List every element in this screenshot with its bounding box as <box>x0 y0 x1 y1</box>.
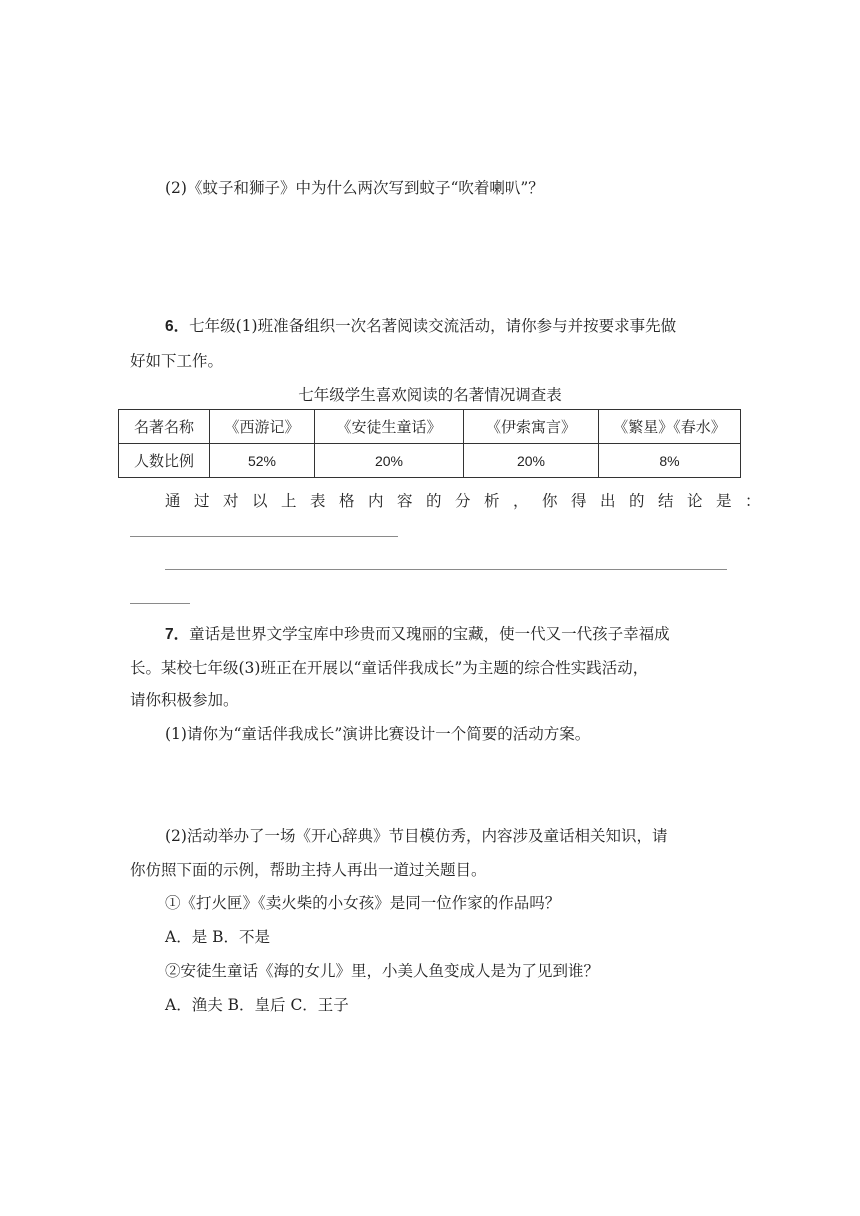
answer-line <box>165 569 727 570</box>
example2-options: A．渔夫 B．皇后 C．王子 <box>165 996 349 1014</box>
table-row <box>119 410 741 444</box>
q7-line1 <box>165 622 670 644</box>
answer-line <box>130 603 190 604</box>
q6-number: 6． <box>165 318 190 335</box>
row-header-book-name: 名著名称 <box>119 410 210 444</box>
row-header-ratio: 人数比例 <box>119 444 210 478</box>
survey-table <box>118 409 741 478</box>
ratio-cell: 20% <box>464 444 599 478</box>
q7-number: 7． <box>165 626 190 643</box>
q7-line3: 请你积极参加。 <box>130 691 239 709</box>
q7-sub2-line2: 你仿照下面的示例，帮助主持人再出一道过关题目。 <box>130 861 487 879</box>
q6-line2: 好如下工作。 <box>130 352 224 370</box>
conclusion-prompt: 通过对以上表格内容的分析，你得出的结论是： <box>165 492 775 510</box>
ratio-cell: 8% <box>599 444 741 478</box>
ratio-cell: 52% <box>210 444 315 478</box>
ratio-cell: 20% <box>315 444 464 478</box>
q7-line2: 长。某校七年级(3)班正在开展以“童话伴我成长”为主题的综合性实践活动， <box>130 659 649 677</box>
q7-sub2-line1: (2)活动举办了一场《开心辞典》节目模仿秀，内容涉及童话相关知识，请 <box>165 827 668 845</box>
example1-options: A．是 B．不是 <box>165 928 271 946</box>
book-cell: 《伊索寓言》 <box>464 410 599 444</box>
book-cell: 《西游记》 <box>210 410 315 444</box>
example1-question: ①《打火匣》《卖火柴的小女孩》是同一位作家的作品吗？ <box>165 894 561 912</box>
example2-question: ②安徒生童话《海的女儿》里，小美人鱼变成人是为了见到谁？ <box>165 962 600 980</box>
q6-text-line1: 七年级(1)班准备组织一次名著阅读交流活动，请你参与并按要求事先做 <box>189 317 677 335</box>
answer-line <box>130 536 398 537</box>
book-cell: 《繁星》《春水》 <box>599 410 741 444</box>
q7-sub1: (1)请你为“童话伴我成长”演讲比赛设计一个简要的活动方案。 <box>165 725 591 743</box>
book-cell: 《安徒生童话》 <box>315 410 464 444</box>
table-title: 七年级学生喜欢阅读的名著情况调查表 <box>298 386 562 404</box>
q6-line1 <box>165 314 676 336</box>
q5-sub2-question: (2)《蚊子和狮子》中为什么两次写到蚊子“吹着喇叭”？ <box>165 179 544 197</box>
q7-text-line1: 童话是世界文学宝库中珍贵而又瑰丽的宝藏，使一代又一代孩子幸福成 <box>189 625 670 643</box>
table-row <box>119 444 741 478</box>
